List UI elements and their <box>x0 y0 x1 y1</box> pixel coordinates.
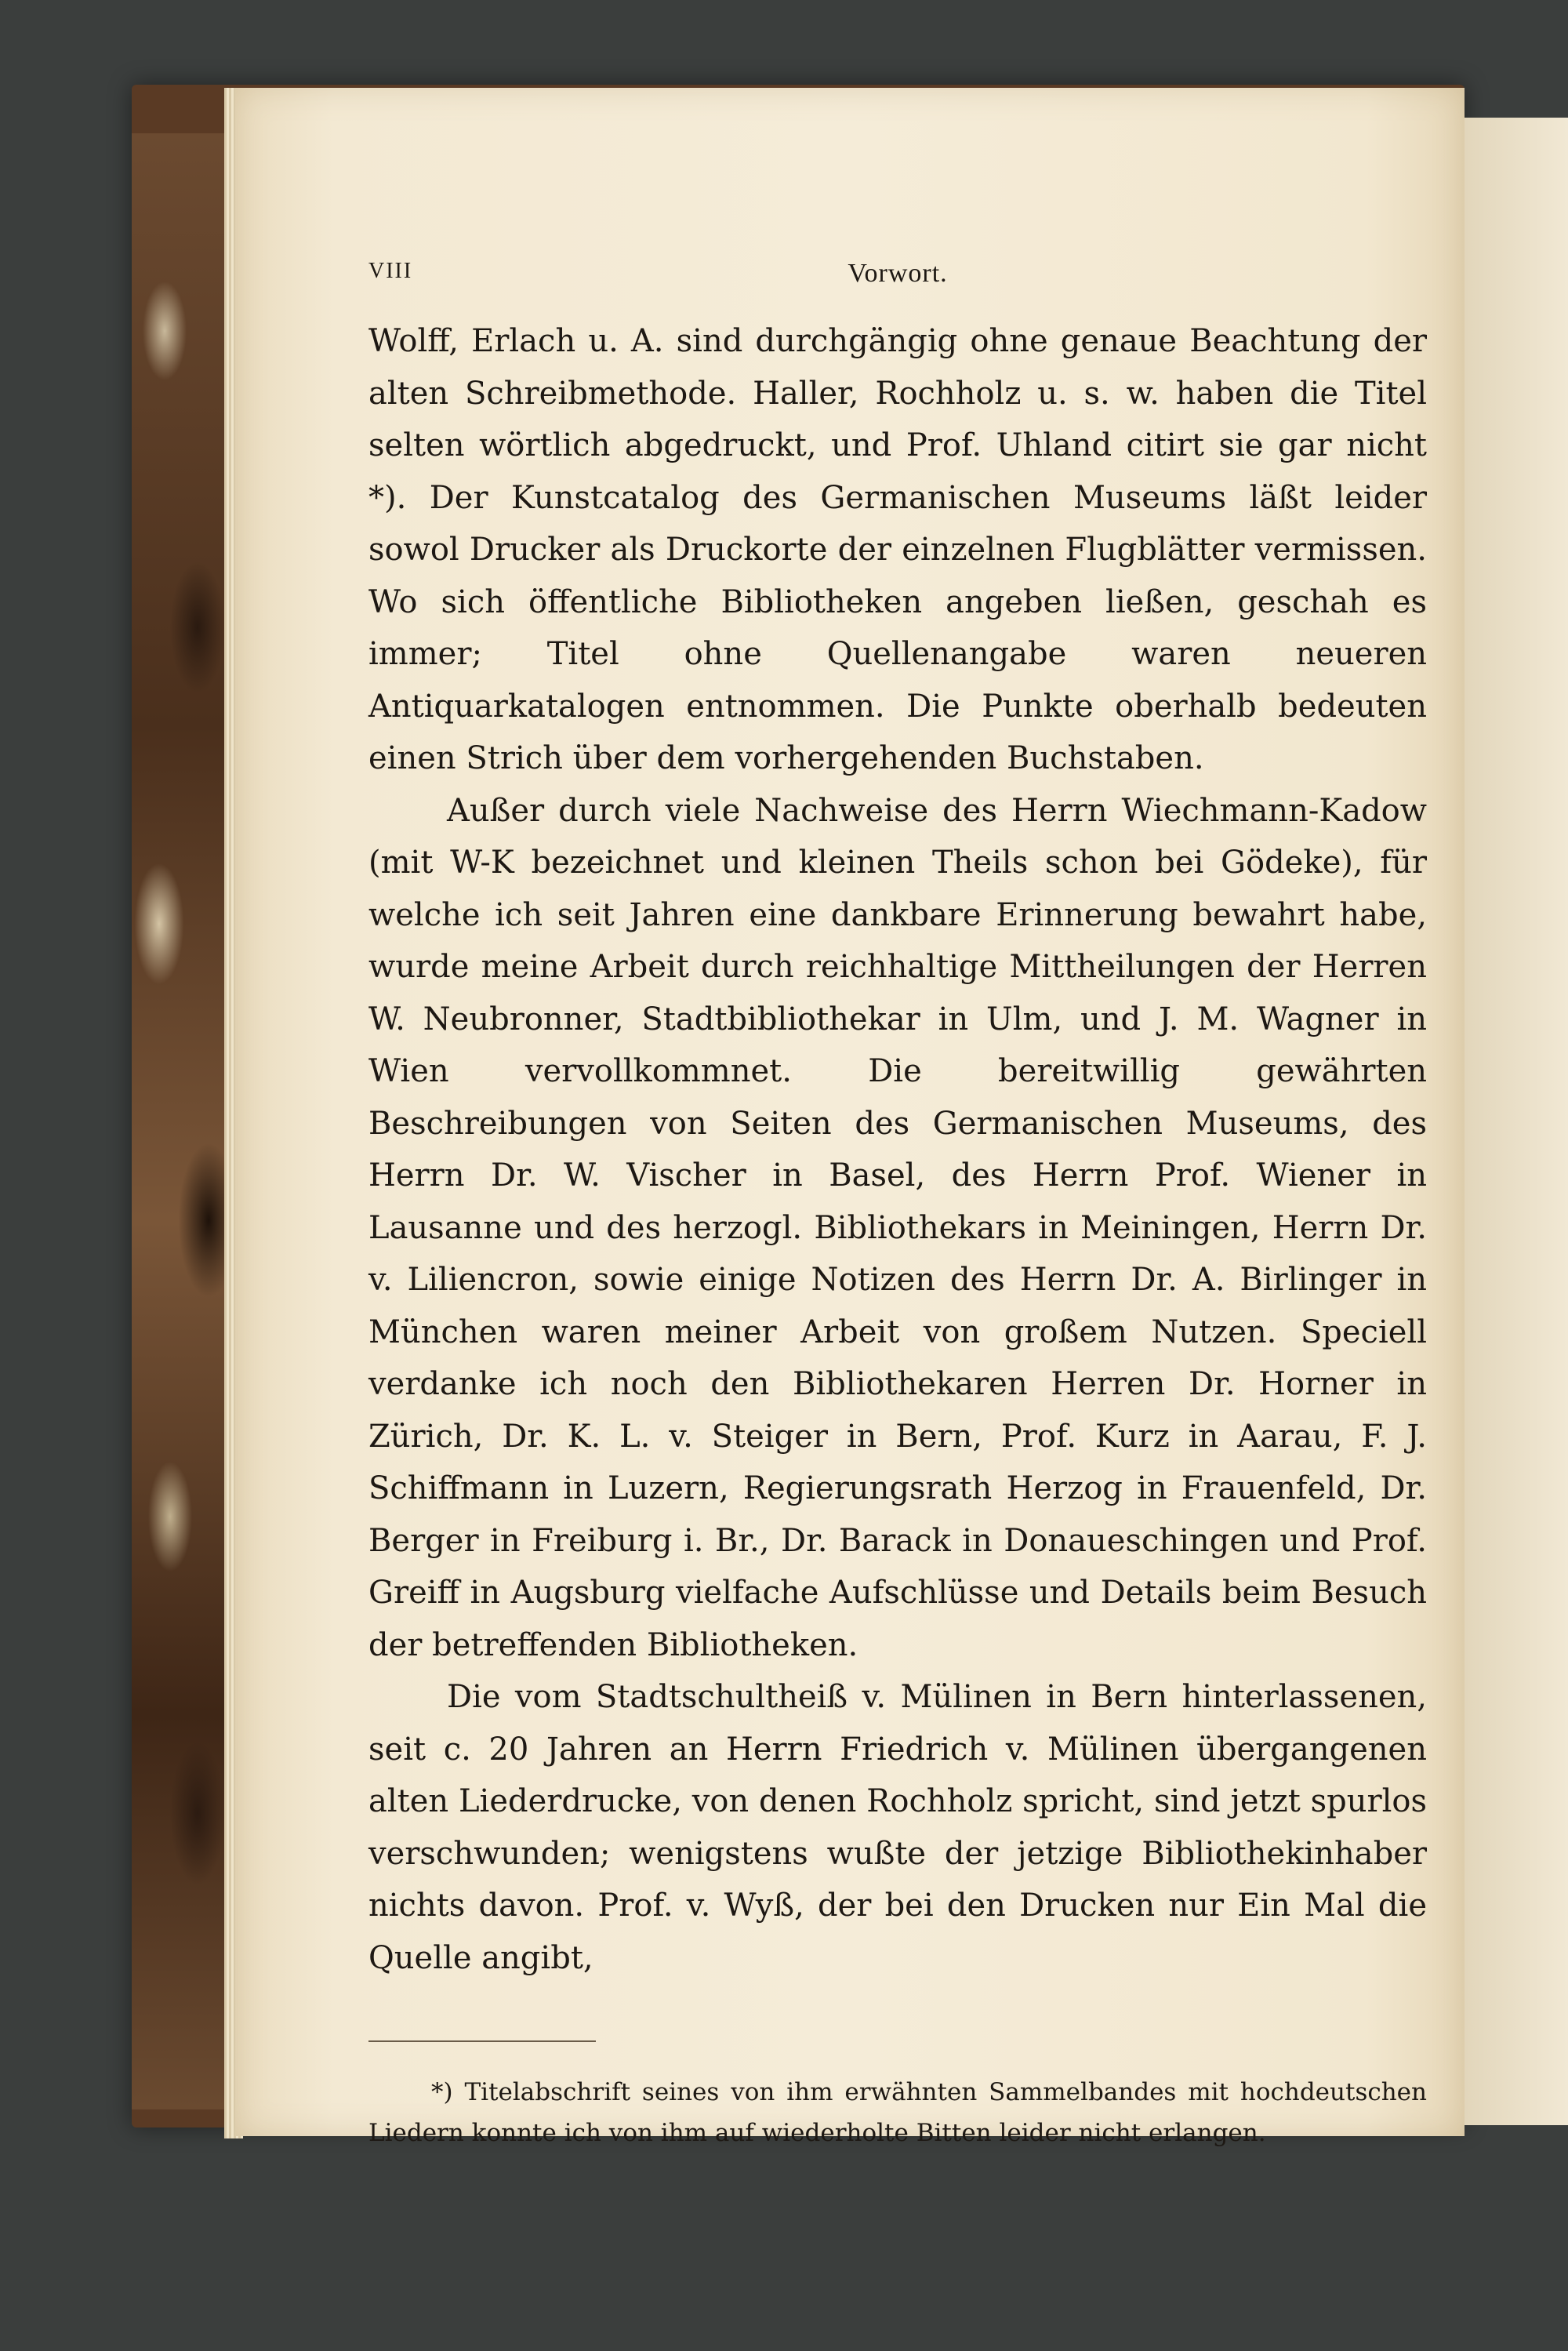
paragraph-3: Die vom Stadtschultheiß v. Mülinen in Bern hinterlassenen, seit c. 20 Jahren an Herrn Friedrich v. Mülinen übergangenen alten Liederdrucke, von denen Rochholz spricht, sind jetzt spurlos verschwunden; wenigstens wußte der jetzige Bibliothekinhaber nichts davon. Prof. v. Wyß, der bei den Drucken nur Ein Mal die Quelle angibt, <box>368 1679 1427 1976</box>
paragraph-1: Wolff, Erlach u. A. sind durchgängig ohne genaue Beachtung der alten Schreibmethode. Haller, Rochholz u. s. w. haben die Titel selten wörtlich abgedruckt, und Prof. Uhland citirt sie gar nicht *). Der Kunstcatalog des Germanischen Museums läßt leider sowol Drucker als Druckorte der einzelnen Flugblätter vermissen. Wo sich öffentliche Bibliotheken angeben ließen, geschah es immer; Titel ohne Quellenangabe waren neueren Antiquarkatalogen entnommen. Die Punkte oberhalb bedeuten einen Strich über dem vorhergehenden Buchstaben. <box>368 323 1427 776</box>
footnote-marker: *) <box>431 2078 453 2106</box>
page-header <box>368 259 1427 290</box>
facing-page-edge <box>1465 118 1568 2125</box>
footnote-text: Titelabschrift seines von ihm erwähnten Sammelbandes mit hochdeutschen Liedern konnte ich von ihm auf wiederholte Bitten leider nicht erlangen. <box>368 2078 1427 2147</box>
book-page <box>235 88 1465 2147</box>
running-head: Vorwort. <box>848 259 948 288</box>
page-number: VIII <box>368 259 413 283</box>
body-text <box>368 315 1427 1984</box>
paragraph-2: Außer durch viele Nachweise des Herrn Wiechmann-Kadow (mit W-K bezeichnet und kleinen Theils schon bei Gödeke), für welche ich seit Jahren eine dankbare Erinnerung bewahrt habe, wurde meine Arbeit durch reichhaltige Mittheilungen der Herren W. Neubronner, Stadtbibliothekar in Ulm, und J. M. Wagner in Wien vervollkommnet. Die bereitwillig gewährten Beschreibungen von Seiten des Germanischen Museums, des Herrn Dr. W. Vischer in Basel, des Herrn Prof. Wiener in Lausanne und des herzogl. Bibliothekars in Meiningen, Herrn Dr. v. Liliencron, sowie einige Notizen des Herrn Dr. A. Birlinger in München waren meiner Arbeit von großem Nutzen. Speciell verdanke ich noch den Bibliothekaren Herren Dr. Horner in Zürich, Dr. K. L. v. Steiger in Bern, Prof. Kurz in Aarau, F. J. Schiffmann in Luzern, Regierungsrath Herzog in Frauenfeld, Dr. Berger in Freiburg i. Br., Dr. Barack in Donaueschingen und Prof. Greiff in Augsburg vielfache Aufschlüsse und Details beim Besuch der betreffenden Bibliotheken. <box>368 792 1427 1663</box>
footnote-rule <box>368 2040 596 2042</box>
footnote <box>368 2072 1427 2153</box>
